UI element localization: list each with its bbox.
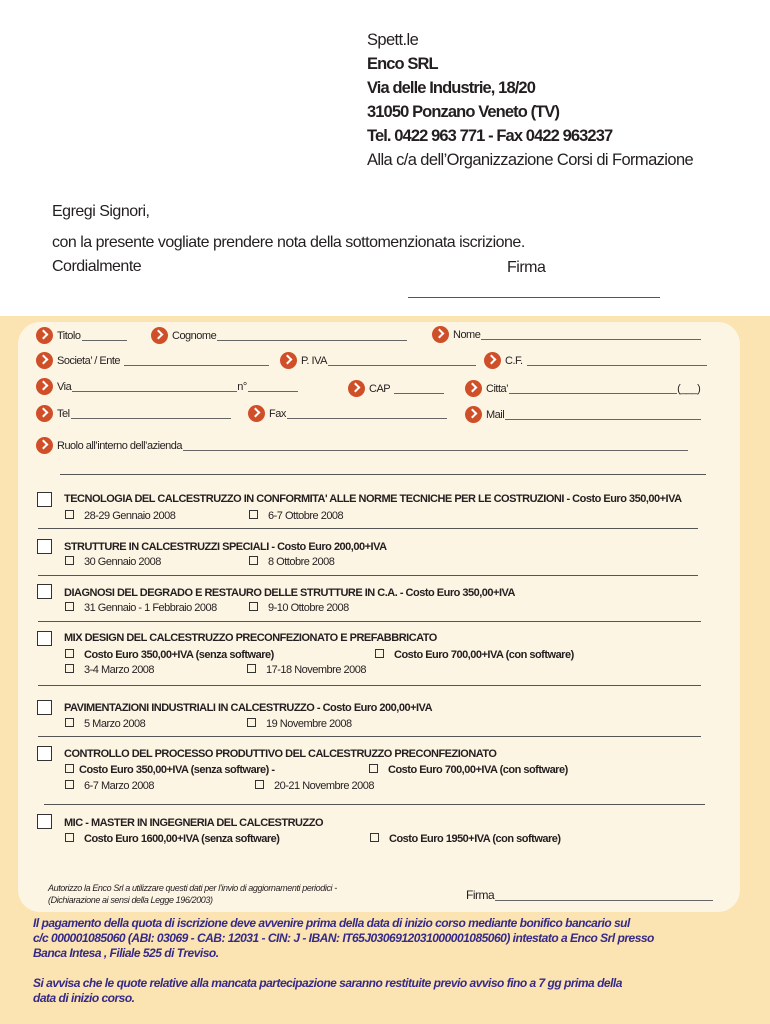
course-title: DIAGNOSI DEL DEGRADO E RESTAURO DELLE STRUTTURE IN C.A. - Costo Euro 350,00+IVA bbox=[64, 587, 515, 599]
course-date-option[interactable]: 30 Gennaio 2008 bbox=[65, 556, 161, 568]
arrow-right-icon bbox=[36, 352, 53, 369]
checkbox-icon bbox=[65, 649, 74, 658]
numero-label: n° bbox=[237, 380, 247, 393]
checkbox-icon bbox=[65, 764, 74, 773]
course-price-option[interactable]: Costo Euro 350,00+IVA (senza software) bbox=[65, 649, 274, 661]
checkbox-icon bbox=[249, 602, 258, 611]
course-date-option[interactable]: 6-7 Marzo 2008 bbox=[65, 780, 154, 792]
course-checkbox[interactable] bbox=[37, 631, 52, 646]
arrow-right-icon bbox=[484, 352, 501, 369]
arrow-right-icon bbox=[348, 380, 365, 397]
mail-field[interactable]: Mail bbox=[465, 406, 701, 423]
provincia-field: (___) bbox=[677, 382, 701, 395]
privacy-consent: Autorizzo la Enco Srl a utilizzare questi dati per l’invio di aggiornamenti periodici - (Dichiarazione ai sensi della Legge 196/2003) bbox=[48, 883, 337, 905]
checkbox-icon bbox=[65, 510, 74, 519]
citta-field[interactable]: Citta’ (___) bbox=[465, 380, 700, 397]
course-date-option[interactable]: 17-18 Novembre 2008 bbox=[247, 664, 366, 676]
arrow-right-icon bbox=[36, 405, 53, 422]
checkbox-icon bbox=[65, 833, 74, 842]
course-date-option[interactable]: 20-21 Novembre 2008 bbox=[255, 780, 374, 792]
course-price-option[interactable]: Costo Euro 1600,00+IVA (senza software) bbox=[65, 833, 279, 845]
course-date-option[interactable]: 9-10 Ottobre 2008 bbox=[249, 602, 349, 614]
course-date-option[interactable]: 31 Gennaio - 1 Febbraio 2008 bbox=[65, 602, 217, 614]
arrow-right-icon bbox=[151, 327, 168, 344]
course-checkbox[interactable] bbox=[37, 539, 52, 554]
titolo-field[interactable]: Titolo bbox=[36, 327, 127, 344]
course-date-option[interactable]: 19 Novembre 2008 bbox=[247, 718, 352, 730]
fax-field[interactable]: Fax bbox=[248, 405, 447, 422]
arrow-right-icon bbox=[36, 437, 53, 454]
checkbox-icon bbox=[65, 556, 74, 565]
divider bbox=[38, 685, 701, 686]
attention-line: Alla c/a dell’Organizzazione Corsi di Formazione bbox=[367, 151, 694, 169]
ruolo-field[interactable]: Ruolo all’interno dell’azienda bbox=[36, 437, 688, 454]
checkbox-icon bbox=[249, 556, 258, 565]
arrow-right-icon bbox=[280, 352, 297, 369]
divider bbox=[38, 575, 698, 576]
arrow-right-icon bbox=[36, 327, 53, 344]
checkbox-icon bbox=[247, 664, 256, 673]
nome-field[interactable]: Nome bbox=[432, 326, 701, 343]
course-title: MIC - MASTER IN INGEGNERIA DEL CALCESTRUZZO bbox=[64, 817, 323, 829]
checkbox-icon bbox=[65, 664, 74, 673]
course-checkbox[interactable] bbox=[37, 814, 52, 829]
checkbox-icon bbox=[369, 764, 378, 773]
letter-body: con la presente vogliate prendere nota della sottomenzionata iscrizione. bbox=[52, 234, 525, 251]
checkbox-icon bbox=[375, 649, 384, 658]
course-date-option[interactable]: 3-4 Marzo 2008 bbox=[65, 664, 154, 676]
course-checkbox[interactable] bbox=[37, 746, 52, 761]
checkbox-icon bbox=[255, 780, 264, 789]
course-title: PAVIMENTAZIONI INDUSTRIALI IN CALCESTRUZZO - Costo Euro 200,00+IVA bbox=[64, 702, 433, 714]
cf-field[interactable]: C.F. bbox=[484, 352, 707, 369]
course-date-option[interactable]: 28-29 Gennaio 2008 bbox=[65, 510, 175, 522]
ruolo-continuation-line[interactable] bbox=[60, 474, 706, 475]
course-title: TECNOLOGIA DEL CALCESTRUZZO IN CONFORMITA' ALLE NORME TECNICHE PER LE COSTRUZIONI - Costo Euro 350,00+IVA bbox=[64, 493, 682, 505]
city-address: 31050 Ponzano Veneto (TV) bbox=[367, 103, 560, 121]
payment-info: Il pagamento della quota di iscrizione deve avvenire prima della data di inizio corso mediante bonifico bancario sul c/c 000001085060 (ABI: 03069 - CAB: 12031 - CIN: J - IBAN: IT65J0306912031000001085060) intestato a Enco Srl presso Banca Intesa , Filiale 525 di Treviso. bbox=[33, 916, 654, 960]
arrow-right-icon bbox=[248, 405, 265, 422]
course-date-option[interactable]: 6-7 Ottobre 2008 bbox=[249, 510, 343, 522]
course-title: CONTROLLO DEL PROCESSO PRODUTTIVO DEL CALCESTRUZZO PRECONFEZIONATO bbox=[64, 748, 497, 760]
via-field[interactable]: Via n° bbox=[36, 378, 298, 395]
course-checkbox[interactable] bbox=[37, 584, 52, 599]
societa-field[interactable]: Societa’ / Ente bbox=[36, 352, 269, 369]
divider bbox=[38, 736, 701, 737]
greeting: Egregi Signori, bbox=[52, 203, 150, 220]
cognome-field[interactable]: Cognome bbox=[151, 327, 407, 344]
checkbox-icon bbox=[65, 780, 74, 789]
privacy-signature-field[interactable]: Firma bbox=[466, 888, 713, 902]
arrow-right-icon bbox=[465, 406, 482, 423]
course-checkbox[interactable] bbox=[37, 700, 52, 715]
company-name: Enco SRL bbox=[367, 55, 438, 73]
tel-field[interactable]: Tel bbox=[36, 405, 231, 422]
signature-line[interactable] bbox=[408, 297, 660, 298]
divider bbox=[44, 804, 705, 805]
divider bbox=[38, 528, 698, 529]
arrow-right-icon bbox=[432, 326, 449, 343]
course-title: MIX DESIGN DEL CALCESTRUZZO PRECONFEZIONATO E PREFABBRICATO bbox=[64, 632, 437, 644]
salutation: Spett.le bbox=[367, 31, 419, 49]
recipient-address bbox=[367, 28, 693, 172]
checkbox-icon bbox=[65, 602, 74, 611]
checkbox-icon bbox=[247, 718, 256, 727]
signature-label: Firma bbox=[507, 259, 546, 276]
arrow-right-icon bbox=[36, 378, 53, 395]
arrow-right-icon bbox=[465, 380, 482, 397]
checkbox-icon bbox=[65, 718, 74, 727]
course-checkbox[interactable] bbox=[37, 492, 52, 507]
course-price-option[interactable]: Costo Euro 1950+IVA (con software) bbox=[370, 833, 561, 845]
refund-notice: Si avvisa che le quote relative alla mancata partecipazione saranno restituite previo avviso fino a 7 gg prima della data di inizio corso. bbox=[33, 976, 622, 1005]
course-price-option[interactable]: Costo Euro 700,00+IVA (con software) bbox=[369, 764, 568, 776]
piva-field[interactable]: P. IVA bbox=[280, 352, 476, 369]
course-date-option[interactable]: 5 Marzo 2008 bbox=[65, 718, 145, 730]
street-address: Via delle Industrie, 18/20 bbox=[367, 79, 535, 97]
closing: Cordialmente bbox=[52, 258, 142, 275]
divider bbox=[38, 621, 701, 622]
course-price-option[interactable]: Costo Euro 350,00+IVA (senza software) - bbox=[65, 764, 274, 776]
cap-field[interactable]: CAP bbox=[348, 380, 444, 397]
course-date-option[interactable]: 8 Ottobre 2008 bbox=[249, 556, 334, 568]
checkbox-icon bbox=[249, 510, 258, 519]
course-price-option[interactable]: Costo Euro 700,00+IVA (con software) bbox=[375, 649, 574, 661]
course-title: STRUTTURE IN CALCESTRUZZI SPECIALI - Costo Euro 200,00+IVA bbox=[64, 541, 387, 553]
phone-fax: Tel. 0422 963 771 - Fax 0422 963237 bbox=[367, 127, 613, 145]
checkbox-icon bbox=[370, 833, 379, 842]
